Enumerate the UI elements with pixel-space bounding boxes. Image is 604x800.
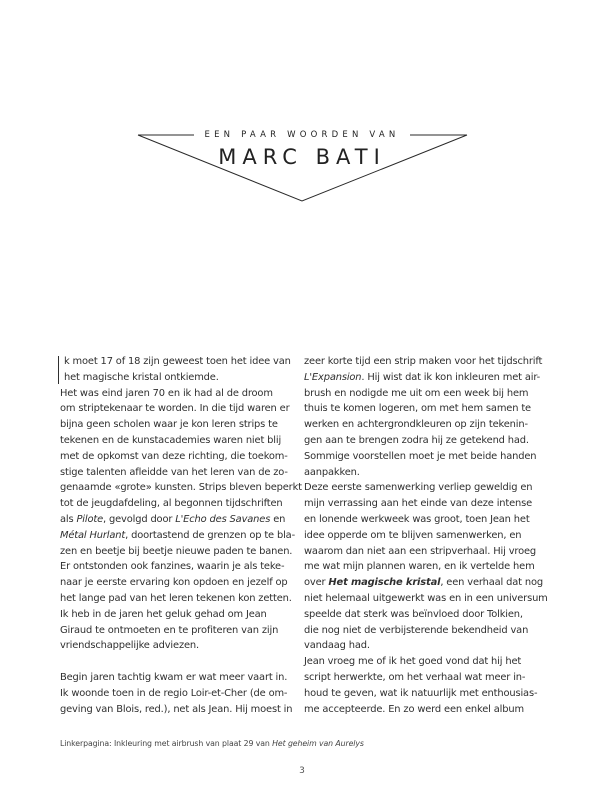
- magazine-title: Pilote: [76, 513, 104, 525]
- paragraph: [60, 386, 306, 655]
- text-line: over Het magische kristal, een verhaal dat nog: [304, 577, 543, 589]
- text-line: met de opkomst van deze richting, die toekom-: [60, 450, 288, 462]
- page-number: 3: [299, 766, 305, 776]
- image-caption: Linkerpagina: Inkleuring met airbrush van plaat 29 van Het geheim van Aurelys: [60, 739, 364, 748]
- text-line: L'Expansion. Hij wist dat ik kon inkleuren met air-: [304, 371, 541, 383]
- text-line: als Pilote, gevolgd door L'Echo des Savanes en: [60, 513, 286, 525]
- author-name: MARC BATI: [218, 145, 386, 169]
- title-kicker: EEN PAAR WOORDEN VAN: [204, 130, 400, 140]
- text-line: Ik heb in de jaren het geluk gehad om Jean: [60, 608, 267, 620]
- text-line: script herwerkte, om het verhaal wat meer in-: [304, 671, 526, 683]
- caption-title: Het geheim van Aurelys: [272, 739, 364, 748]
- text-line: die nog niet de verbijsterende bekendheid van: [304, 624, 529, 636]
- text-line: Begin jaren tachtig kwam er wat meer vaart in.: [60, 671, 288, 683]
- text-line: Sommige voorstellen moet je met beide handen: [304, 450, 537, 462]
- text-line: zeer korte tijd een strip maken voor het tijdschrift: [304, 356, 543, 367]
- paragraph: [304, 654, 550, 717]
- magazine-title: L'Echo des Savanes: [175, 513, 271, 525]
- text-line: vandaag had.: [304, 640, 370, 652]
- title-banner: [0, 0, 604, 220]
- text-line: en lonende werkweek was groot, toen Jean het: [304, 513, 530, 525]
- text-line: Er ontstonden ook fanzines, waarin je als teke-: [60, 561, 285, 573]
- paragraph: [60, 670, 306, 717]
- text-column-left: [60, 354, 306, 717]
- triangle-frame-icon: [0, 0, 604, 220]
- text-line: thuis te komen logeren, om met hem samen te: [304, 403, 531, 415]
- text-line: tot de jeugdafdeling, al begonnen tijdschriften: [60, 498, 283, 510]
- text-line: mijn verrassing aan het einde van deze intense: [304, 498, 533, 510]
- text-line: Métal Hurlant, doortastend de grenzen op te bla-: [60, 529, 295, 541]
- text-line: houd te geven, wat ik natuurlijk met enthousias-: [304, 687, 538, 699]
- text-line: Deze eerste samenwerking verliep geweldig en: [304, 482, 533, 494]
- text-line: om striptekenaar te worden. In die tijd waren er: [60, 403, 290, 415]
- text-line: niet helemaal uitgewerkt was en in een universum: [304, 592, 548, 604]
- text-line: zen en beetje bij beetje nieuwe paden te banen.: [60, 545, 293, 557]
- text-line: Jean vroeg me of ik het goed vond dat hij het: [304, 656, 522, 668]
- initial-letter-bar: [58, 356, 59, 384]
- text-line: stige talenten afleidde van het leren van de zo-: [60, 466, 288, 478]
- magazine-title: L'Expansion: [304, 371, 362, 383]
- paragraph: [304, 354, 550, 480]
- text-line: aanpakken.: [304, 466, 360, 478]
- text-line: Giraud te ontmoeten en te profiteren van zijn: [60, 624, 279, 636]
- text-line: bijna geen scholen waar je kon leren strips te: [60, 419, 278, 431]
- text-line: k moet 17 of 18 zijn geweest toen het idee van: [64, 356, 291, 367]
- magazine-title: Métal Hurlant: [60, 529, 126, 541]
- text-line: gen aan te brengen zodra hij ze getekend had.: [304, 434, 529, 446]
- text-line: tekenen en de kunstacademies waren niet blij: [60, 434, 282, 446]
- text-line: geving van Blois, red.), net als Jean. Hij moest in: [60, 703, 293, 715]
- text-line: het magische kristal ontkiemde.: [64, 371, 219, 383]
- text-line: het lange pad van het leren tekenen kon zetten.: [60, 592, 292, 604]
- text-line: speelde dat sterk was beïnvloed door Tolkien,: [304, 608, 523, 620]
- text-line: vriendschappelijke adviezen.: [60, 640, 199, 652]
- text-line: idee opperde om te blijven samenwerken, en: [304, 529, 522, 541]
- text-line: me accepteerde. En zo werd een enkel album: [304, 703, 524, 715]
- book-title: Het magische kristal: [328, 577, 441, 589]
- paragraph: [304, 480, 550, 654]
- text-line: me wat mijn plannen waren, en ik vertelde hem: [304, 561, 535, 573]
- text-line: waarom dan niet aan een stripverhaal. Hij vroeg: [304, 545, 537, 557]
- text-line: Ik woonde toen in de regio Loir-et-Cher (de om-: [60, 687, 288, 699]
- text-line: naar je eerste ervaring kon opdoen en jezelf op: [60, 577, 288, 589]
- text-line: Het was eind jaren 70 en ik had al de droom: [60, 387, 273, 399]
- text-line: genaamde «grote» kunsten. Strips bleven beperkt: [60, 482, 302, 494]
- text-line: werken en achtergrondkleuren op zijn tekenin-: [304, 419, 528, 431]
- paragraph: [60, 354, 306, 386]
- text-line: brush en nodigde me uit om een week bij hem: [304, 387, 529, 399]
- text-column-right: [304, 354, 550, 717]
